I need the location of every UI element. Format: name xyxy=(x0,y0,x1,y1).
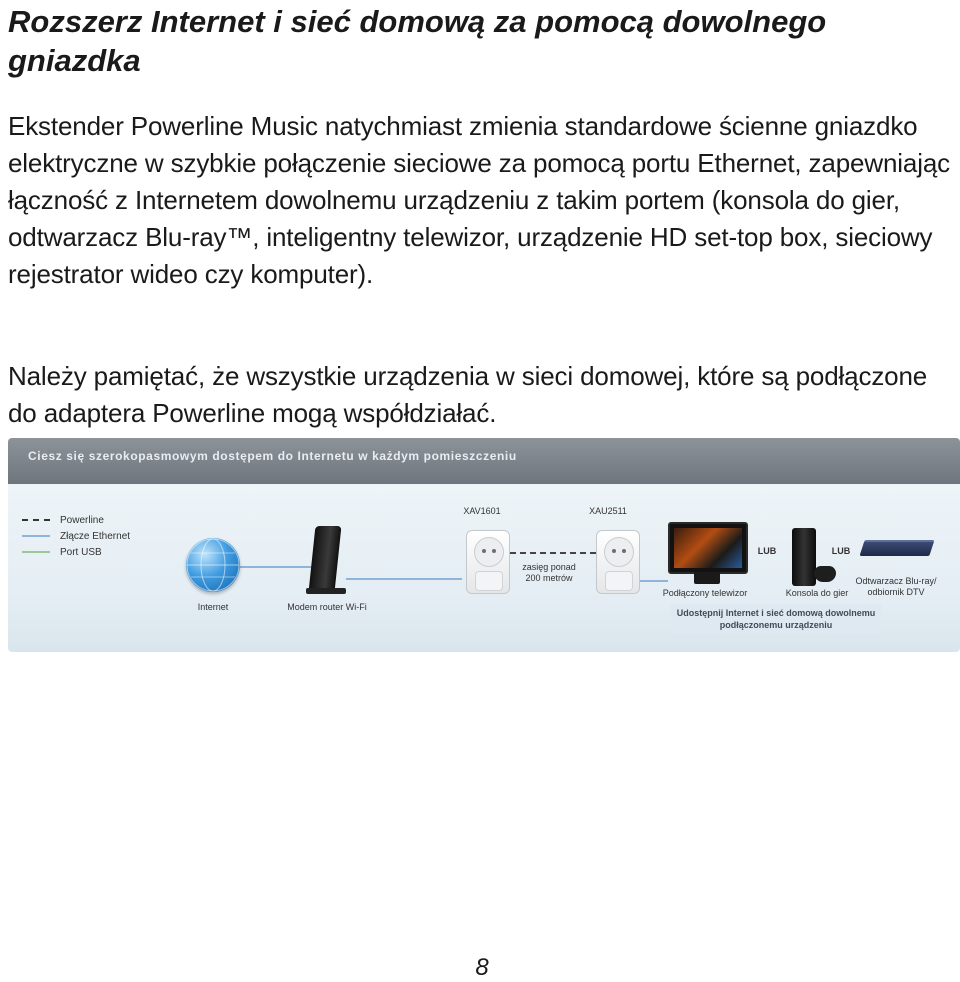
diagram-legend xyxy=(22,512,130,560)
internet-label: Internet xyxy=(197,602,229,612)
usb-line-icon xyxy=(22,551,50,553)
adapter-front xyxy=(605,571,633,591)
game-console-icon xyxy=(792,528,816,586)
page-number: 8 xyxy=(475,954,489,981)
or-label: LUB xyxy=(831,546,851,556)
bluray-player-icon xyxy=(859,540,934,556)
footer-note-line: Udostępnij Internet i sieć domową dowolnemu xyxy=(676,608,876,618)
gamepad-icon xyxy=(814,566,836,582)
tv-screen xyxy=(674,528,742,568)
footer-note-line: podłączonemu urządzeniu xyxy=(719,620,833,630)
tv-icon xyxy=(668,522,748,574)
ethernet-cable-router-adapter xyxy=(346,578,462,580)
bluray-label-line: odbiornik DTV xyxy=(867,587,925,597)
tv-label: Podłączony telewizor xyxy=(662,588,748,598)
range-label xyxy=(504,562,594,584)
legend-item-powerline xyxy=(22,512,130,528)
powerline-link xyxy=(510,552,596,554)
page-heading: Rozszerz Internet i sieć domową za pomocą dowolnego gniazdka xyxy=(8,4,827,78)
diagram-title: Ciesz się szerokopasmowym dostępem do Internetu w każdym pomieszczeniu xyxy=(28,449,517,463)
globe-icon xyxy=(186,538,240,592)
console-label: Konsola do gier xyxy=(785,588,849,598)
adapter-model-label: XAV1601 xyxy=(463,506,501,516)
intro-paragraph: Ekstender Powerline Music natychmiast zmienia standardowe ścienne gniazdko elektryczne w szybkie połączenie sieciowe za pomocą portu Ethernet, zapewniając łączność z Internetem dowolnemu urządzeniu z takim portem (konsola do gier, odtwarzacz Blu-ray™, inteligentny telewizor, urządzenie HD set-top box, sieciowy rejestrator wideo czy komputer). xyxy=(8,111,950,289)
ethernet-cable-internet-router xyxy=(240,566,312,568)
powerline-adapter-icon xyxy=(596,530,640,594)
legend-label: Port USB xyxy=(60,546,102,558)
range-label-line: zasięg ponad xyxy=(522,562,576,572)
ethernet-line-icon xyxy=(22,535,50,537)
adapter-model-label: XAU2511 xyxy=(589,506,627,516)
or-label: LUB xyxy=(757,546,777,556)
powerline-line-icon xyxy=(22,519,50,521)
legend-item-ethernet xyxy=(22,528,130,544)
legend-item-usb xyxy=(22,544,130,560)
socket-icon xyxy=(474,537,504,567)
tv-stand xyxy=(694,572,720,584)
bluray-label-line: Odtwarzacz Blu-ray/ xyxy=(855,576,937,586)
note-paragraph: Należy pamiętać, że wszystkie urządzenia w sieci domowej, które są podłączone do adaptera Powerline mogą współdziałać. xyxy=(8,361,928,428)
range-label-line: 200 metrów xyxy=(525,573,573,583)
diagram-footer-note xyxy=(670,604,882,634)
diagram-header-bar xyxy=(8,438,960,485)
socket-icon xyxy=(604,537,634,567)
bluray-label xyxy=(846,576,946,598)
ethernet-cable-adapter-tv xyxy=(638,580,668,582)
legend-label: Powerline xyxy=(60,514,104,526)
adapter-front xyxy=(475,571,503,591)
legend-label: Złącze Ethernet xyxy=(60,530,131,542)
router-base xyxy=(306,588,346,594)
router-label: Modem router Wi-Fi xyxy=(287,602,367,612)
